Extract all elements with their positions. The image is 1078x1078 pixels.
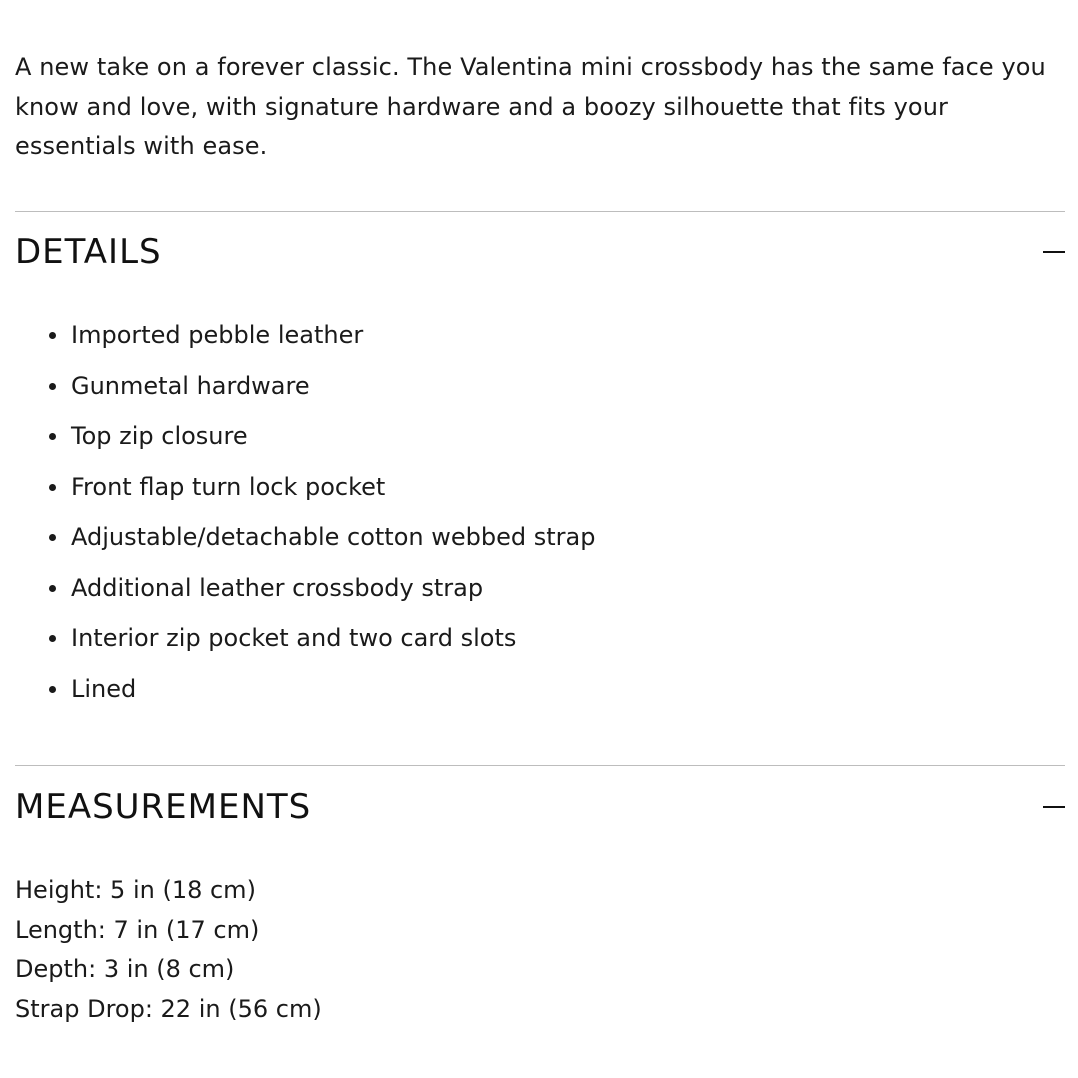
- list-item: [71, 563, 1065, 614]
- list-item-text: Additional leather crossbody strap: [71, 573, 484, 602]
- details-list: [15, 310, 1065, 714]
- bullet-icon: [49, 484, 56, 491]
- list-item-text: Adjustable/detachable cotton webbed strap: [71, 523, 596, 551]
- list-item-text: Gunmetal hardware: [71, 371, 310, 400]
- bullet-icon: [49, 686, 56, 693]
- list-item-text: Imported pebble leather: [71, 321, 364, 349]
- list-item-text: Interior zip pocket and two card slots: [71, 624, 517, 652]
- list-item: [71, 462, 1065, 513]
- measurement-strap-drop: Strap Drop: 22 in (56 cm): [15, 994, 322, 1023]
- minus-icon[interactable]: [1043, 796, 1065, 818]
- list-item-text: Top zip closure: [71, 422, 248, 450]
- measurements-title: MEASUREMENTS: [15, 787, 312, 827]
- list-item-text: Front flap turn lock pocket: [71, 472, 386, 501]
- list-item: [71, 310, 1065, 361]
- measurements-list: [15, 871, 1065, 1029]
- bullet-icon: [49, 534, 56, 541]
- measurement-length: Length: 7 in (17 cm): [15, 915, 260, 944]
- product-description: A new take on a forever classic. The Valentina mini crossbody has the same face you know and love, with signature hardware and a boozy silhouette that fits your essentials with ease.: [15, 53, 1046, 160]
- list-item-text: Lined: [71, 674, 137, 703]
- bullet-icon: [49, 332, 56, 339]
- list-item: [71, 613, 1065, 664]
- bullet-icon: [49, 383, 56, 390]
- list-item: [71, 411, 1065, 462]
- list-item: [71, 361, 1065, 412]
- bullet-icon: [49, 635, 56, 642]
- list-item: [71, 512, 1065, 563]
- product-info-panel: [15, 0, 1065, 1023]
- section-divider: [15, 211, 1065, 212]
- details-accordion-header[interactable]: [15, 222, 1065, 282]
- section-divider: [15, 765, 1065, 766]
- bullet-icon: [49, 585, 56, 592]
- details-title: DETAILS: [15, 232, 162, 272]
- measurements-accordion-header[interactable]: [15, 777, 1065, 837]
- measurement-height: Height: 5 in (18 cm): [15, 876, 256, 904]
- list-item: [71, 664, 1065, 715]
- bullet-icon: [49, 433, 56, 440]
- minus-icon[interactable]: [1043, 241, 1065, 263]
- measurement-depth: Depth: 3 in (8 cm): [15, 955, 235, 983]
